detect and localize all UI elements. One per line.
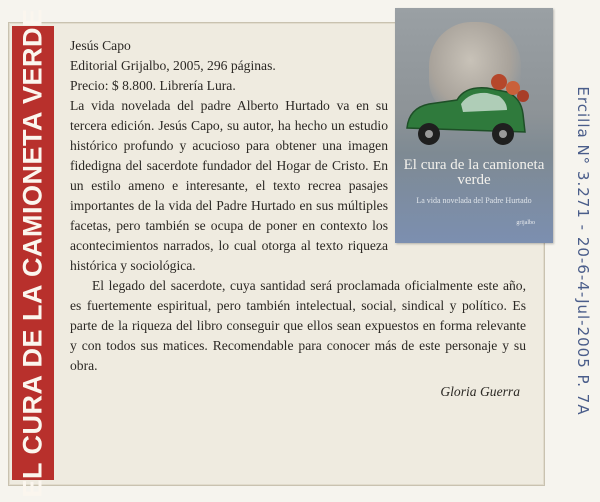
book-author: Jesús Capo [70, 38, 131, 53]
review-paragraph: La vida novelada del padre Alberto Hurtado va en su tercera edición. Jesús Capo, su autor, ha hecho un estudio histórico profundo y acucioso para obtener una imagen fidedigna del sacerdote fundador del Hogar de Cristo. En un estilo ameno e interesante, el texto recrea pasajes importantes de la vida del Padre Hurtado en sus múltiples facetas, pero también se ocupa de poner en contexto los acontecimientos narrados, lo cual otorga al texto riqueza histórica y sociológica. [70, 98, 388, 273]
book-publisher: Editorial Grijalbo, 2005, 296 páginas. [70, 58, 276, 73]
cover-subtitle: La vida novelada del Padre Hurtado [416, 196, 532, 205]
section-sidebar [12, 8, 54, 498]
book-price: Precio: $ 8.800. Librería Lura. [70, 78, 236, 93]
review-paragraph: El legado del sacerdote, cuya santidad será proclamada oficialmente este año, es fuertemente espiritual, pero también intelectual, social, sindical y político. Es parte de la riqueza del libro conseguir que ellos sean expuestos en forma relevante y con todos sus matices. Recomendable para conocer más de este personaje y su obra. [70, 278, 526, 373]
green-truck-illustration [399, 74, 539, 154]
cover-publisher: grijalbo [516, 220, 535, 226]
book-cover-image [395, 8, 553, 243]
sidebar-title: EL CURA DE LA CAMIONETA VERDE [17, 8, 48, 498]
cover-title: El cura de la camioneta verde [403, 157, 545, 188]
handwritten-note: Ercilla N° 3.271 - 20-6-4-Jul-2005 P. 7A [574, 86, 592, 416]
review-signature: Gloria Guerra [440, 384, 520, 399]
